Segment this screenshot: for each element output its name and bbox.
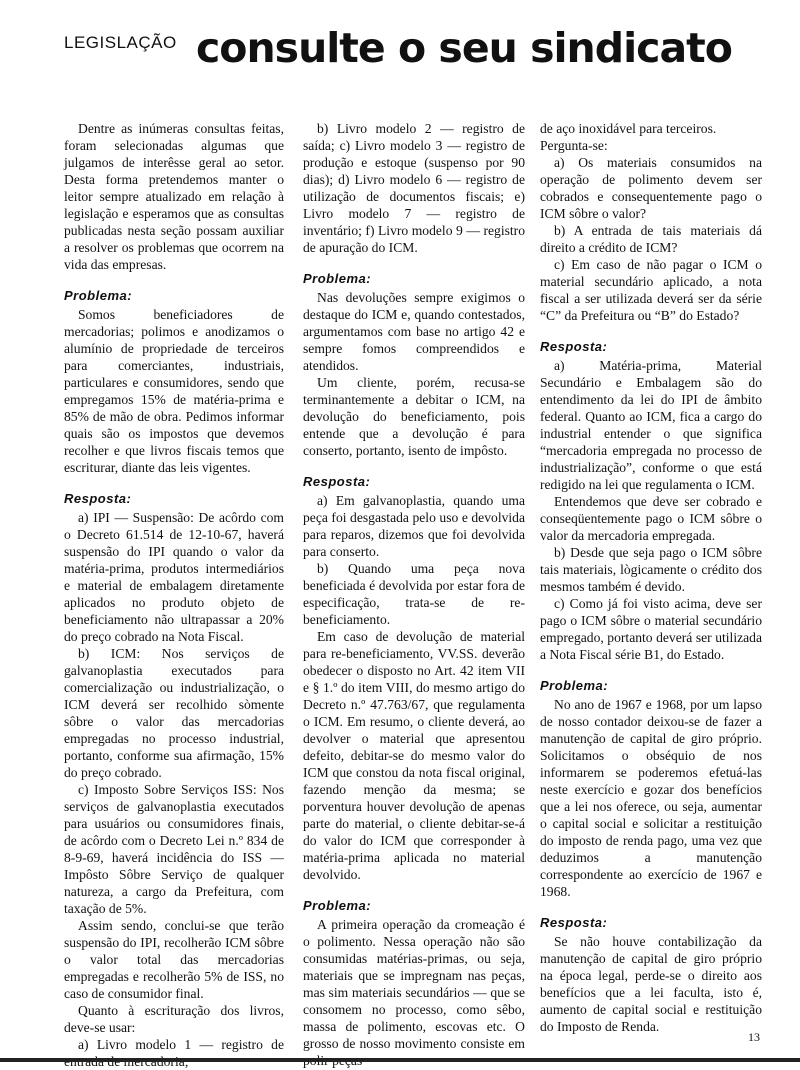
resposta-3-c: b) Desde que seja pago o ICM sôbre tais materiais, lògicamente o crédito dos mesmos também é devido. <box>540 545 762 594</box>
problema-3-continuation: de aço inoxidável para terceiros. <box>540 121 717 136</box>
problema-heading-4: Problema: <box>540 678 609 693</box>
resposta-2-c: Em caso de devolução de material para re-beneficiamento, VV.SS. deverão obedecer o disposto no Art. 42 item VII e § 1.º do item VIII, do mesmo artigo do Decreto n.º 47.763/67, que regulamenta o ICM. Em resumo, o cliente deverá, ao devolver o material que apresentou defeito, debitar-se do mesmo valor do ICM que constou da nota fiscal original, fazendo menção da mesma; se porventura houver devolução de apenas parte do material, o cliente debitar-se-á do valor do ICM que corresponder à matéria-prima aplicada no material devolvido. <box>303 629 525 882</box>
bottom-rule <box>0 1058 800 1062</box>
livros-list: b) Livro modelo 2 — registro de saída; c) Livro modelo 3 — registro de produção e estoque (suspenso por 90 dias); d) Livro modelo 6 — registro de utilização de documentos fiscais; e) Livro modelo 7 — registro de inventário; f) Livro modelo 9 — registro de apuração do ICM. <box>303 121 525 255</box>
resposta-1-e: Quanto à escrituração dos livros, deve-se usar: <box>64 1003 284 1035</box>
intro-paragraph: Dentre as inúmeras consultas feitas, foram selecionadas algumas que julgamos de interêsse geral ao setor. Desta forma pretendemos manter o leitor sempre atualizado em relação à legislação e esperamos que as consultas publicadas nesta seção possam auxiliar a resolver os problemas que ocorrem na vida das empresas. <box>64 121 284 272</box>
column-3 <box>540 120 762 1035</box>
problema-3-text: A primeira operação da cromeação é o polimento. Nessa operação não são consumidas matérias-primas, ou seja, materiais que se impregnam nas peças, mas sim materiais secundários — que se consomem no processo, como sêbo, massa de polimento, escovas etc. O grosso de nosso movimento consiste em <box>303 917 525 1051</box>
question-c: c) Em caso de não pagar o ICM o material secundário aplicado, a nota fiscal a ser utilizada deverá ser da série “C” da Prefeitura ou “B” do Estado? <box>540 257 762 323</box>
problema-heading-2: Problema: <box>303 271 372 286</box>
problema-2-b: Um cliente, porém, recusa-se terminantemente a debitar o ICM, na devolução do beneficiamento, pois entende que a devolução é para conserto, portanto, isento de impôsto. <box>303 375 525 458</box>
resposta-heading-1: Resposta: <box>64 491 132 506</box>
resposta-2-b: b) Quando uma peça nova beneficiada é devolvida por estar fora de especificação, trata-se de re-beneficiamento. <box>303 561 525 627</box>
resposta-1-d: Assim sendo, conclui-se que terão suspensão do IPI, recolherão ICM sôbre o valor total das mercadorias empregadas e recolherão 5% de ISS, no caso de consumidor final. <box>64 918 284 1001</box>
column-2 <box>303 120 525 1069</box>
problema-4-text: No ano de 1967 e 1968, por um lapso de nosso contador deixou-se de fazer a manutenção de capital de giro próprio. Solicitamos o obséquio de nos informarem se poderemos efetuá-las neste exercício e gozar dos benefícios que a lei nos oferece, ou seja, aumentar o capital social e solicitar a restituição do imposto de renda pago, uma vez que deduzimos a manutenção correspondente ao exercício de 1967 e 1968. <box>540 697 762 899</box>
resposta-4-text: Se não houve contabilização da manutenção de capital de giro próprio na época legal, perde-se o direito aos benefícios que a lei faculta, isto é, aumento de capital social e restituição do Imposto de Renda. <box>540 934 762 1034</box>
resposta-heading-4: Resposta: <box>540 915 608 930</box>
column-1 <box>64 120 284 1070</box>
problema-2-a: Nas devoluções sempre exigimos o destaque do ICM e, quando contestados, argumentamos com base no artigo 42 e sempre fomos compreendidos e atendidos. <box>303 290 525 373</box>
resposta-3-a: a) Matéria-prima, Material Secundário e Embalagem são do entendimento da lei do IPI de âmbito federal. Quanto ao ICM, fica a cargo do industrial entender o que significa “mercadoria empregada no processo de industrialização”, conforme o que está redigido na lei que regulamenta o ICM. <box>540 358 762 492</box>
problema-heading-3: Problema: <box>303 898 372 913</box>
resposta-2-a: a) Em galvanoplastia, quando uma peça foi desgastada pelo uso e devolvida para reparos, dizemos que foi devolvida para conserto. <box>303 493 525 559</box>
question-b: b) A entrada de tais materiais dá direito a crédito de ICM? <box>540 223 762 255</box>
resposta-1-f: a) Livro modelo 1 — registro de <box>78 1037 284 1052</box>
resposta-3-b: Entendemos que deve ser cobrado e conseqüentemente pago o ICM sôbre o valor da mercadoria empregada. <box>540 494 762 543</box>
resposta-heading-3: Resposta: <box>540 339 608 354</box>
resposta-1-a: a) IPI — Suspensão: De acôrdo com o Decreto 61.514 de 12-10-67, haverá suspensão do IPI quando o valor da matéria-prima, produtos intermediários e material de embalagem diretamente aplicados no produto objeto de beneficiamento não ultrapassar a 20% do preço cobrado na Nota Fiscal. <box>64 510 284 644</box>
resposta-1-b: b) ICM: Nos serviços de galvanoplastia executados para comercialização ou industrialização, o ICM deverá ser recolhido sòmente sôbre o valor das mercadorias empregadas no processo industrial, portanto, conforme sua afirmação, 15% do preço cobrado. <box>64 646 284 780</box>
problema-1-text: Somos beneficiadores de mercadorias; polimos e anodizamos o alumínio de propriedade de terceiros para comerciantes, industriais, particulares e consumidores, sendo que empregamos 15% de matéria-prima e 85% de mão de obra. Pedimos informar quais são os impostos que devemos recolher e que livros fiscais temos que escriturar, diante das leis vigentes. <box>64 307 284 475</box>
resposta-3-d: c) Como já foi visto acima, deve ser pago o ICM sôbre o material secundário empregado, portanto deverá ser utilizada a Nota Fiscal série B1, do Estado. <box>540 596 762 662</box>
question-a: a) Os materiais consumidos na operação de polimento devem ser cobrados e consequentemente pago o ICM sôbre o valor? <box>540 155 762 221</box>
section-label: LEGISLAÇÃO <box>64 33 177 52</box>
page-title: consulte o seu sindicato <box>196 24 732 72</box>
page-number: 13 <box>748 1030 760 1044</box>
resposta-1-c: c) Imposto Sobre Serviços ISS: Nos serviços de galvanoplastia executados para usuários ou consumidores finais, de acôrdo com o Decreto Lei n.º 834 de 8-9-69, haverá incidência do ISS — Impôsto Sôbre Serviço de qualquer natureza, a cargo da Prefeitura, com taxação de 5%. <box>64 782 284 916</box>
problema-heading-1: Problema: <box>64 288 133 303</box>
resposta-heading-2: Resposta: <box>303 474 371 489</box>
pergunta-label: Pergunta-se: <box>540 138 608 153</box>
